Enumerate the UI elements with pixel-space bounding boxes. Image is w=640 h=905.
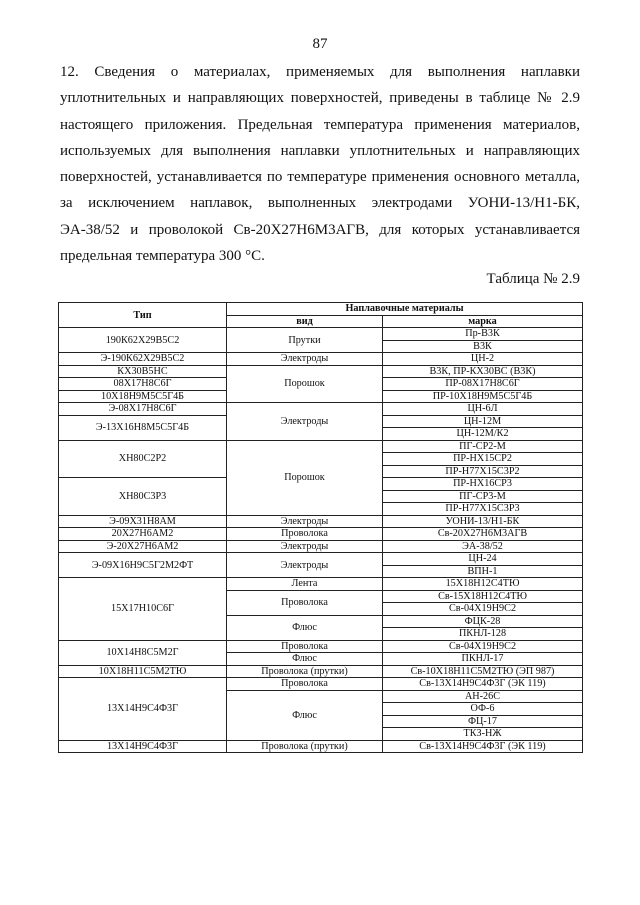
cell-brand: Св-10Х18Н11С5М2ТЮ (ЭП 987) bbox=[383, 665, 583, 678]
cell-brand: ЦН-6Л bbox=[383, 403, 583, 416]
table-row bbox=[59, 440, 583, 453]
cell-type: ХН80С2Р2 bbox=[59, 440, 227, 478]
cell-kind: Электроды bbox=[227, 515, 383, 528]
cell-brand: УОНИ-13/Н1-БК bbox=[383, 515, 583, 528]
cell-kind: Электроды bbox=[227, 540, 383, 553]
cell-brand: ПР-НХ15СР2 bbox=[383, 453, 583, 466]
cell-brand: АН-26С bbox=[383, 690, 583, 703]
cell-brand: ЦН-2 bbox=[383, 353, 583, 366]
table-row bbox=[59, 678, 583, 691]
table-row bbox=[59, 403, 583, 416]
cell-kind: Флюс bbox=[227, 690, 383, 740]
table-row bbox=[59, 540, 583, 553]
cell-brand: ЦН-24 bbox=[383, 553, 583, 566]
cell-brand: В3К, ПР-КХ30ВС (В3К) bbox=[383, 365, 583, 378]
cell-brand: ОФ-6 bbox=[383, 703, 583, 716]
cell-type: 08Х17Н8С6Г bbox=[59, 378, 227, 391]
cell-brand: Св-15Х18Н12С4ТЮ bbox=[383, 590, 583, 603]
cell-brand: ФЦ-17 bbox=[383, 715, 583, 728]
cell-brand: ПГ-СР3-М bbox=[383, 490, 583, 503]
table-row bbox=[59, 353, 583, 366]
cell-brand: ПГ-СР2-М bbox=[383, 440, 583, 453]
cell-kind: Флюс bbox=[227, 615, 383, 640]
cell-kind: Проволока bbox=[227, 640, 383, 653]
cell-type: 190К62Х29В5С2 bbox=[59, 328, 227, 353]
header-kind: вид bbox=[227, 315, 383, 328]
cell-kind: Проволока bbox=[227, 528, 383, 541]
cell-brand: Св-13Х14Н9С4Ф3Г (ЭК 119) bbox=[383, 678, 583, 691]
cell-type: 10Х18Н11С5М2ТЮ bbox=[59, 665, 227, 678]
cell-kind: Проволока bbox=[227, 678, 383, 691]
cell-brand: ЦН-12М bbox=[383, 415, 583, 428]
cell-kind: Порошок bbox=[227, 440, 383, 515]
table-row bbox=[59, 578, 583, 591]
cell-brand: ПКНЛ-17 bbox=[383, 653, 583, 666]
cell-brand: ФЦК-28 bbox=[383, 615, 583, 628]
table-row bbox=[59, 365, 583, 378]
materials-table bbox=[58, 302, 583, 753]
cell-kind: Проволока (прутки) bbox=[227, 740, 383, 753]
cell-type: КХ30В5НС bbox=[59, 365, 227, 378]
table-row bbox=[59, 665, 583, 678]
table-row bbox=[59, 328, 583, 341]
cell-kind: Прутки bbox=[227, 328, 383, 353]
cell-kind: Электроды bbox=[227, 553, 383, 578]
table-row bbox=[59, 528, 583, 541]
cell-brand: ПР-Н77Х15С3Р3 bbox=[383, 503, 583, 516]
cell-brand: ПР-10Х18Н9М5С5Г4Б bbox=[383, 390, 583, 403]
cell-brand: ПР-Н77Х15С3Р2 bbox=[383, 465, 583, 478]
cell-type: ХН80С3Р3 bbox=[59, 478, 227, 516]
cell-brand: ЭА-38/52 bbox=[383, 540, 583, 553]
cell-type: Э-09Х16Н9С5Г2М2ФТ bbox=[59, 553, 227, 578]
cell-kind: Проволока (прутки) bbox=[227, 665, 383, 678]
cell-kind: Лента bbox=[227, 578, 383, 591]
cell-kind: Электроды bbox=[227, 353, 383, 366]
cell-brand: В3К bbox=[383, 340, 583, 353]
cell-brand: ПР-НХ16СР3 bbox=[383, 478, 583, 491]
cell-type: Э-190К62Х29В5С2 bbox=[59, 353, 227, 366]
cell-type: 10Х18Н9М5С5Г4Б bbox=[59, 390, 227, 403]
cell-brand: 15Х18Н12С4ТЮ bbox=[383, 578, 583, 591]
cell-brand: Св-20Х27Н6М3АГВ bbox=[383, 528, 583, 541]
cell-brand: ЦН-12М/К2 bbox=[383, 428, 583, 441]
cell-brand: ПР-08Х17Н8С6Г bbox=[383, 378, 583, 391]
cell-brand: Св-04Х19Н9С2 bbox=[383, 603, 583, 616]
cell-type: Э-13Х16Н8М5С5Г4Б bbox=[59, 415, 227, 440]
table-row bbox=[59, 740, 583, 753]
header-brand: марка bbox=[383, 315, 583, 328]
header-group: Наплавочные материалы bbox=[227, 303, 583, 316]
cell-brand: Пр-В3К bbox=[383, 328, 583, 341]
page-number: 87 bbox=[312, 36, 328, 52]
paragraph: 12. Сведения о материалах, применяемых для выполнения наплавки уплотнительных и направляющих поверхностей, приведены в таблице № 2.9 настоящего приложения. Предельная температура применения материалов, используемых для выполнения наплавки уплотнительных и направляющих поверхностей, устанавливается по температуре применения основного металла, за исключением наплавок, выполненных электродами УОНИ-13/Н1-БК, ЭА-38/52 и проволокой Св-20Х27Н6М3АГВ, для которых устанавливается предельная температура 300 °С. bbox=[60, 64, 580, 265]
cell-type: Э-09Х31Н8АМ bbox=[59, 515, 227, 528]
cell-brand: Св-13Х14Н9С4Ф3Г (ЭК 119) bbox=[383, 740, 583, 753]
cell-type: 15Х17Н10С6Г bbox=[59, 578, 227, 641]
cell-type: 13Х14Н9С4Ф3Г bbox=[59, 740, 227, 753]
cell-type: Э-20Х27Н6АМ2 bbox=[59, 540, 227, 553]
cell-type: 10Х14Н8С5М2Г bbox=[59, 640, 227, 665]
cell-type: 20Х27Н6АМ2 bbox=[59, 528, 227, 541]
cell-kind: Проволока bbox=[227, 590, 383, 615]
table-row bbox=[59, 515, 583, 528]
cell-brand: ТКЗ-НЖ bbox=[383, 728, 583, 741]
table-caption: Таблица № 2.9 bbox=[486, 271, 580, 287]
cell-brand: ВПН-1 bbox=[383, 565, 583, 578]
cell-kind: Флюс bbox=[227, 653, 383, 666]
cell-kind: Электроды bbox=[227, 403, 383, 441]
cell-type: Э-08Х17Н8С6Г bbox=[59, 403, 227, 416]
cell-brand: ПКНЛ-128 bbox=[383, 628, 583, 641]
cell-type: 13Х14Н9С4Ф3Г bbox=[59, 678, 227, 741]
header-type: Тип bbox=[59, 303, 227, 328]
cell-brand: Св-04Х19Н9С2 bbox=[383, 640, 583, 653]
cell-kind: Порошок bbox=[227, 365, 383, 403]
table-row bbox=[59, 553, 583, 566]
table-row bbox=[59, 640, 583, 653]
